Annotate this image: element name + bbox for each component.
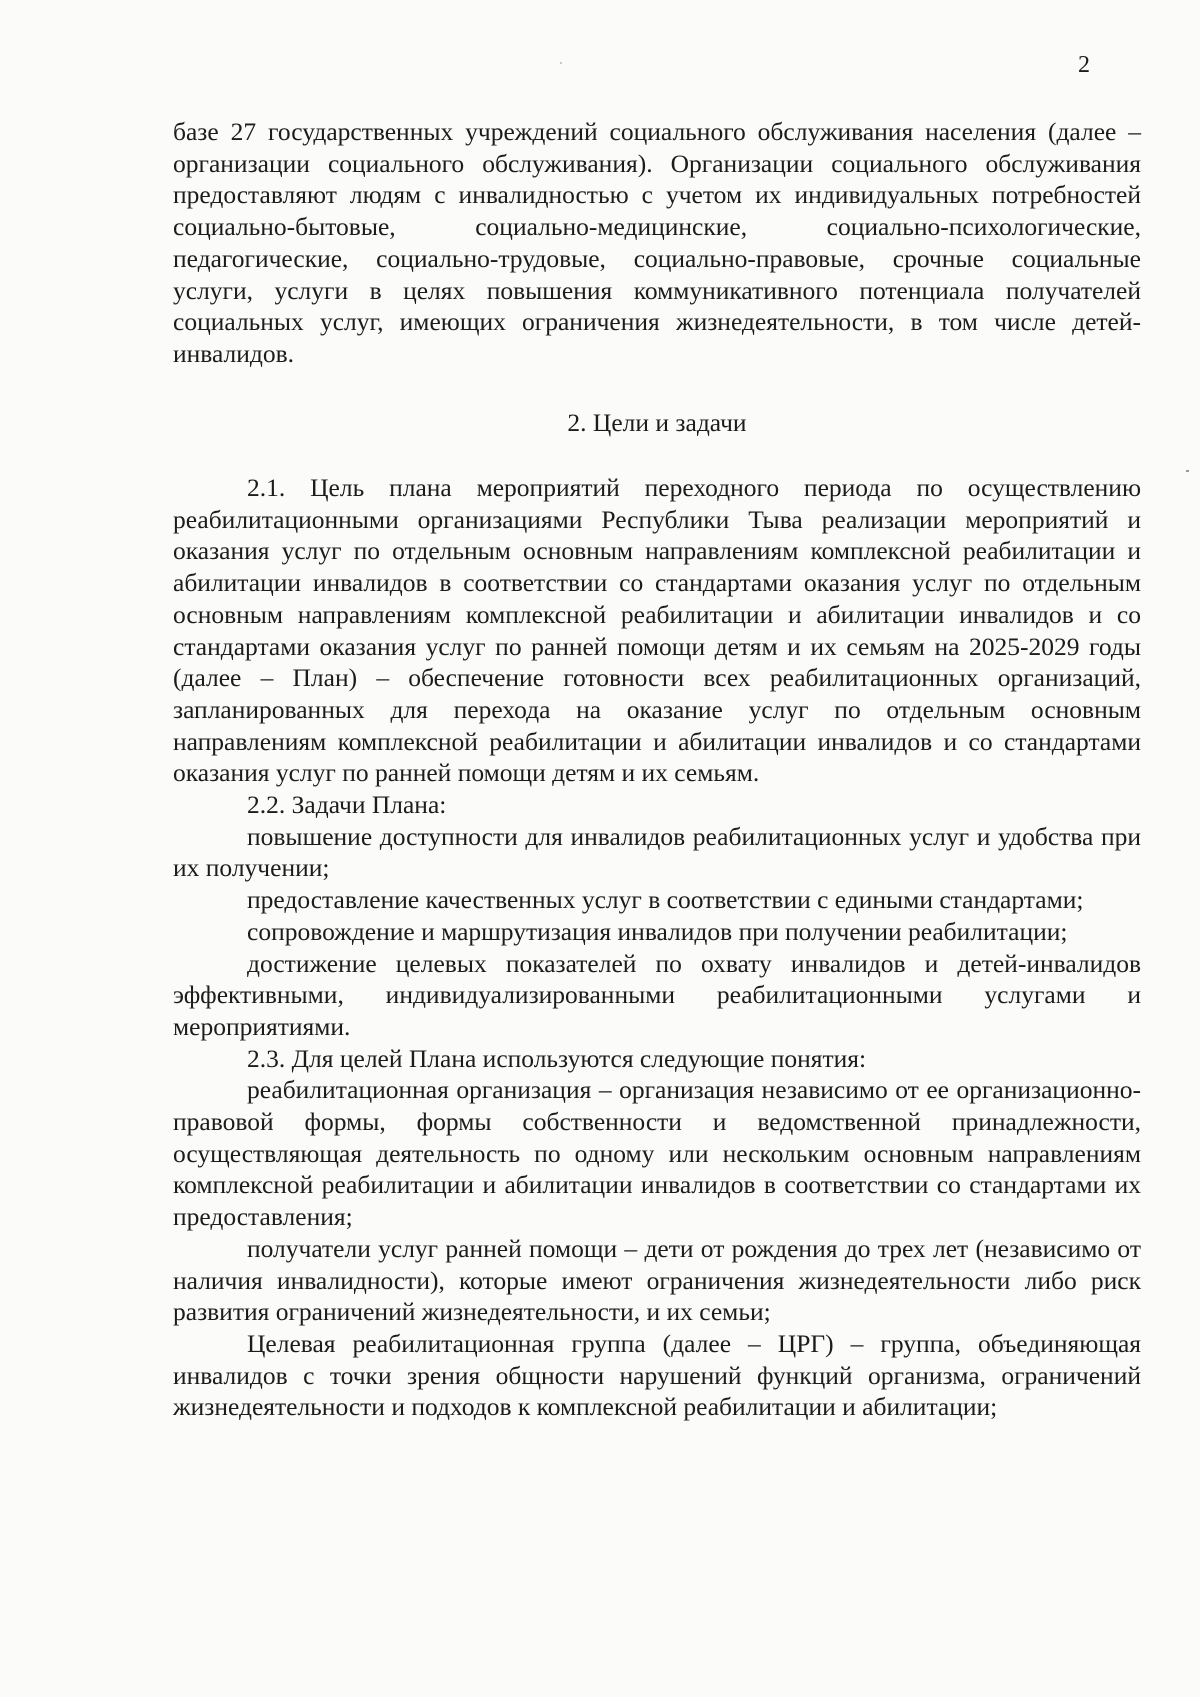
task-item: предоставление качественных услуг в соответствии с едиными стандартами;	[247, 885, 1084, 915]
intro-paragraph: базе 27 государственных учреждений социального обслуживания населения (далее – организации социального обслуживания). Организации социального обслуживания предоставляют людям с инвалидностью с учетом их индивидуальных потребностей социально-бытовые, социально-медицинские, социально-психологические, педагогические, социально-трудовые, социально-правовые, срочные социальные услуги, услуги в целях повышения коммуникативного потенциала получателей социальных услуг, имеющих ограничения жизнедеятельности, в том числе детей-инвалидов.	[173, 117, 1141, 368]
intro-block	[173, 116, 1141, 370]
section-heading: 2. Цели и задачи	[567, 408, 747, 437]
task-item: достижение целевых показателей по охвату инвалидов и детей-инвалидов эффективными, индивидуализированными реабилитационными услугами и мероприятиями.	[173, 948, 1141, 1041]
paragraph-2-3-title: 2.3. Для целей Плана используются следующие понятия:	[247, 1043, 867, 1073]
definition-item: получатели услуг ранней помощи – дети от рождения до трех лет (независимо от наличия инвалидности), которые имеют ограничения жизнедеятельности либо риск развития ограничений жизнедеятельности, и их семьи;	[173, 1233, 1141, 1327]
scan-speck	[1186, 470, 1189, 472]
definition-item: реабилитационная организация – организация независимо от ее организационно-правовой формы, формы собственности и ведомственной принадлежности, осуществляющая деятельность по одному или нескольким основным направлениям комплексной реабилитации и абилитации инвалидов в соответствии со стандартами их предоставления;	[173, 1075, 1141, 1232]
section-body	[173, 472, 1141, 1423]
paragraph-2-1: 2.1. Цель плана мероприятий переходного периода по осуществлению реабилитационными организациями Республики Тыва реализации мероприятий и оказания услуг по отдельным основным направлениям комплексной реабилитации и абилитации инвалидов в соответствии со стандартами оказания услуг по отдельным основным направлениям комплексной реабилитации и абилитации инвалидов и со стандартами оказания услуг по ранней помощи детям и их семьям на 2025-2029 годы (далее – План) – обеспечение готовности всех реабилитационных организаций, запланированных для перехода на оказание услуг по отдельным основным направлениям комплексной реабилитации и абилитации инвалидов и со стандартами оказания услуг по ранней помощи детям и их семьям.	[173, 473, 1141, 788]
definition-item: Целевая реабилитационная группа (далее – ЦРГ) – группа, объединяющая инвалидов с точки зрения общности нарушений функций организма, ограничений жизнедеятельности и подходов к комплексной реабилитации и абилитации;	[173, 1328, 1141, 1422]
paragraph-2-2-title: 2.2. Задачи Плана:	[247, 790, 447, 820]
page-number: 2	[1078, 52, 1090, 78]
scan-speck	[560, 62, 562, 64]
task-item: сопровождение и маршрутизация инвалидов при получении реабилитации;	[247, 916, 1068, 946]
task-item: повышение доступности для инвалидов реабилитационных услуг и удобства при их получении;	[173, 821, 1141, 883]
